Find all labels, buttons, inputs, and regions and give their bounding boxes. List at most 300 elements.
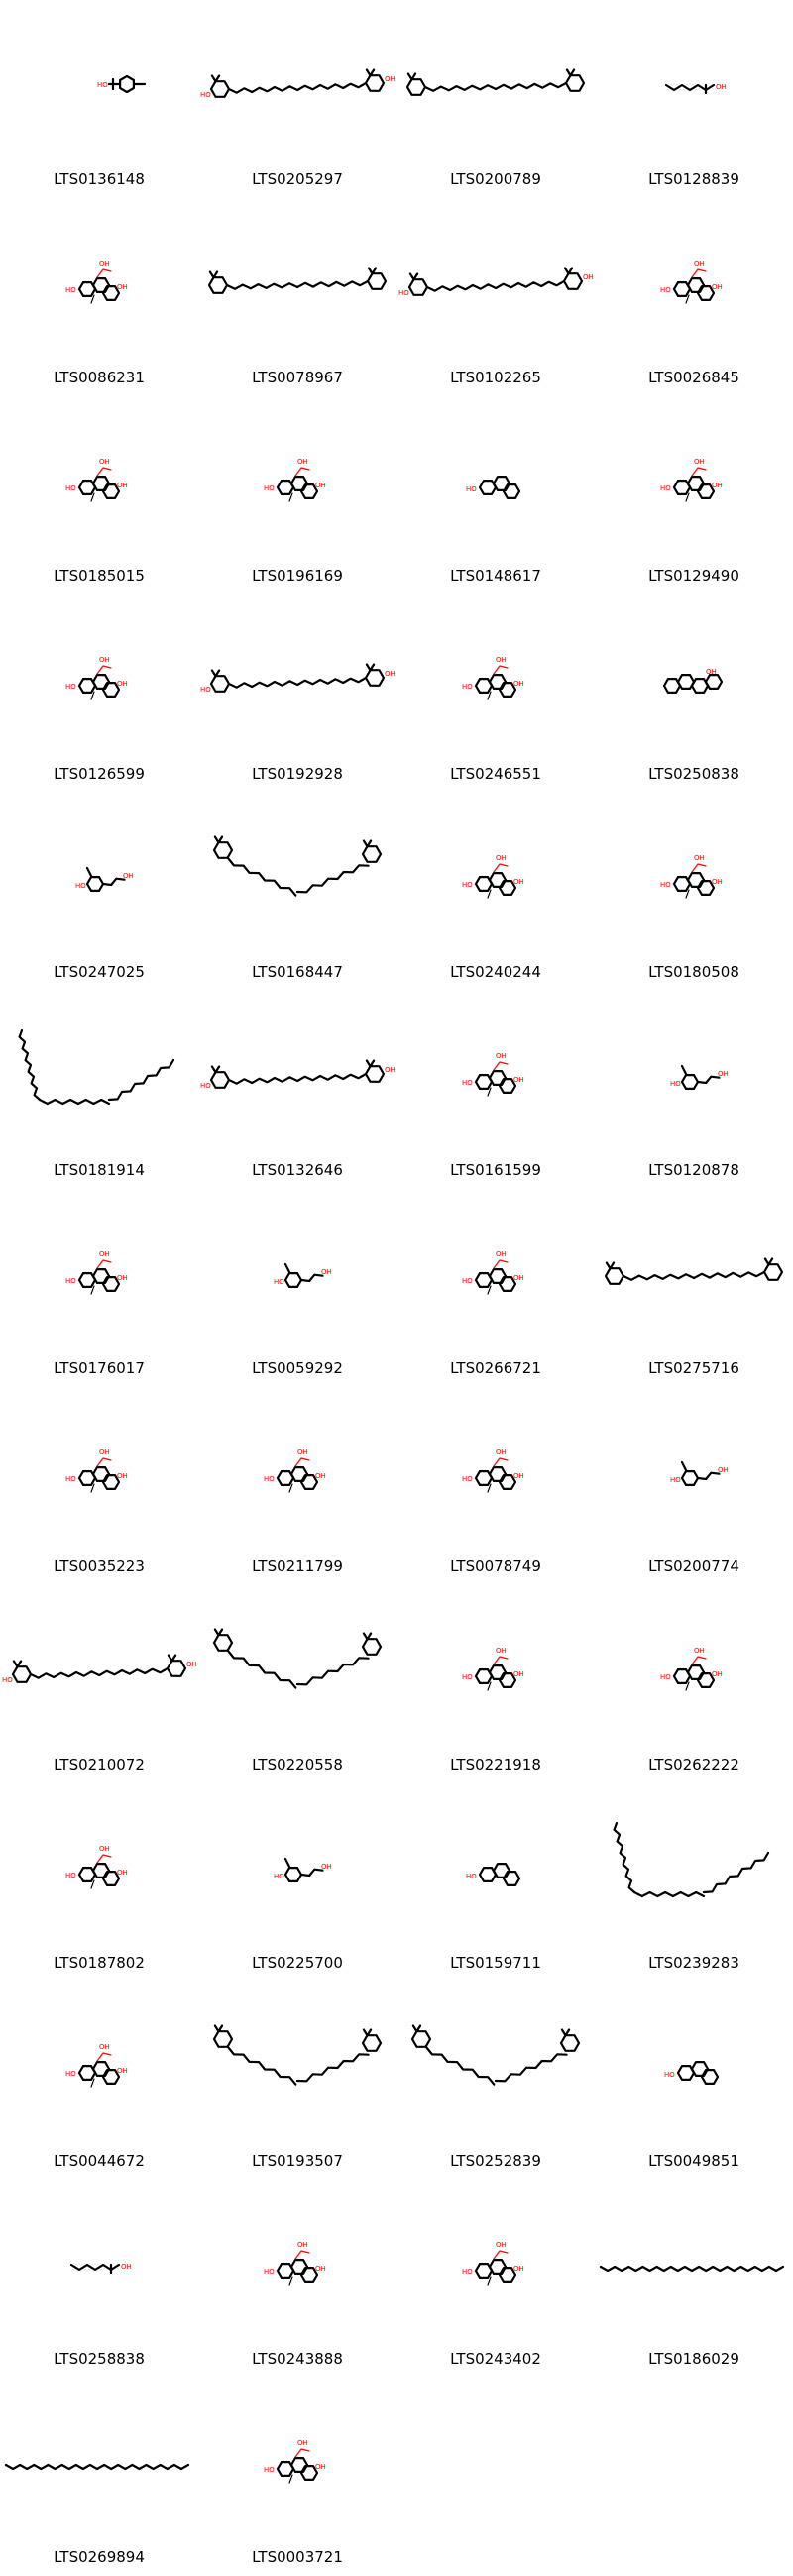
molecule-cell [396,594,595,793]
hydroxyl-label: HO [462,1277,473,1285]
hydroxyl-label: OH [99,656,110,664]
molecule-cell [396,0,595,198]
molecule-cell [595,0,793,198]
hydroxyl-label: OH [117,1869,128,1877]
hydroxyl-label: HO [264,2466,275,2474]
molecule-id-label: LTS0136148 [54,170,145,188]
molecule-structure [595,1783,793,1952]
molecule-id-label: LTS0161599 [450,1161,541,1179]
epoxide-bond [494,864,508,872]
ring-bond [504,484,519,498]
chain-bond [301,1870,323,1876]
molecule-cell [0,1585,198,1783]
molecule-cell [595,1982,793,2180]
ring-bond [688,477,704,490]
ring-bond [490,1467,506,1481]
hydroxyl-label: OH [694,260,705,268]
polyene-chain [425,83,566,91]
hydroxyl-label: OH [321,1268,332,1276]
hydroxyl-label: OH [513,878,524,886]
hydroxyl-label: HO [670,1080,681,1088]
molecule-cell [595,793,793,991]
ring-bond [692,2062,708,2076]
molecule-cell [595,2180,793,2378]
ring-bond [366,75,384,91]
hydroxyl-label: OH [496,854,507,862]
molecule-cell [198,1585,396,1783]
molecule-cell [0,1783,198,1982]
hydroxyl-label: HO [274,1873,284,1880]
molecule-structure [595,1982,793,2150]
alkyl-chain [6,2465,188,2469]
ring-bond [93,278,109,292]
molecule-cell [198,0,396,198]
molecule-cell [198,1783,396,1982]
molecule-cell [396,793,595,991]
hydroxyl-label: OH [694,854,705,862]
molecule-structure [595,1387,793,1556]
molecule-structure [0,0,198,168]
ring-bond [363,2035,381,2051]
hydroxyl-label: OH [385,1066,396,1074]
polyene-chain [496,2054,567,2081]
hydroxyl-label: OH [385,75,396,83]
hydroxyl-label: HO [65,484,76,492]
methyl-bond [682,1066,686,1074]
epoxide-bond [97,468,111,476]
ring-bond [706,675,722,689]
methyl-bond [285,1859,289,1867]
hydroxyl-label: OH [712,878,723,886]
molecule-id-label: LTS0003721 [252,2548,343,2566]
hydroxyl-label: OH [496,1647,507,1655]
ring-bond [93,477,109,490]
hydroxyl-label: OH [718,1466,729,1474]
molecule-structure [0,1783,198,1952]
hydroxyl-label: HO [660,1673,671,1681]
hydroxyl-label: HO [462,1079,473,1087]
hydroxyl-label: OH [496,1052,507,1060]
hydroxyl-label: HO [65,2070,76,2078]
ring-bond [366,670,384,686]
ring-bond [409,279,427,295]
hydroxyl-label: HO [660,484,671,492]
ring-bond [13,1666,31,1682]
hydroxyl-label: OH [513,1472,524,1480]
hydroxyl-label: OH [99,1250,110,1258]
ring-bond [407,79,425,95]
polyene-chain [297,865,369,892]
hydroxyl-label: HO [65,1475,76,1483]
ring-bond [168,1661,185,1676]
hydroxyl-label: HO [462,1673,473,1681]
ring-bond [291,477,307,490]
molecule-structure [396,1783,595,1952]
polyene-chain [229,678,366,688]
ring-bond [764,1264,782,1280]
molecule-structure [198,198,396,367]
molecule-structure [0,991,198,1159]
hydroxyl-label: HO [65,1277,76,1285]
hydroxyl-label: HO [65,286,76,294]
molecule-cell [396,1982,595,2180]
molecule-structure [595,0,793,168]
molecule-cell [595,198,793,396]
epoxide-bond [97,1260,111,1268]
molecule-id-label: LTS0180508 [648,963,739,981]
epoxide-bond [97,269,111,277]
molecule-cell [396,1783,595,1982]
hydroxyl-label: HO [65,1872,76,1879]
molecule-structure [198,2378,396,2546]
polyene-chain [623,1272,764,1280]
hydroxyl-label: OH [694,1647,705,1655]
molecule-cell [0,1387,198,1585]
ring-bond [504,1872,519,1885]
hydroxyl-label: OH [186,1661,197,1668]
molecule-id-label: LTS0078967 [252,369,343,386]
epoxide-bond [295,2449,309,2457]
molecule-cell [396,396,595,594]
molecule-cell [198,1189,396,1387]
hydroxyl-label: OH [117,680,128,688]
molecule-structure [595,793,793,961]
alkyl-chain [634,1892,704,1896]
hydroxyl-label: HO [462,881,473,889]
molecule-id-label: LTS0240244 [450,963,541,981]
molecule-id-label: LTS0026845 [648,369,739,386]
molecule-structure [396,1387,595,1556]
molecule-structure [396,2180,595,2348]
hydroxyl-label: HO [97,81,108,89]
molecule-cell [0,793,198,991]
molecule-structure [0,1387,198,1556]
hydroxyl-label: OH [706,668,717,676]
ring-bond [688,278,704,292]
epoxide-bond [97,1458,111,1466]
polyene-chain [227,281,368,289]
molecule-structure [396,396,595,565]
molecule-id-label: LTS0247025 [54,963,145,981]
hydroxyl-label: OH [716,83,727,91]
molecule-cell [0,991,198,1189]
chain-bond [698,1077,720,1083]
molecule-structure [0,1585,198,1754]
hydroxyl-label: OH [99,260,110,268]
ring-bond [291,2458,307,2472]
epoxide-bond [295,2251,309,2259]
ring-bond [490,873,506,887]
molecule-id-label: LTS0035223 [54,1557,145,1575]
hydroxyl-label: OH [712,1670,723,1678]
ring-bond [87,877,103,891]
chain-bond [301,1275,323,1281]
ring-bond [682,1471,698,1485]
ring-bond [93,1269,109,1283]
molecule-cell [0,594,198,793]
molecule-cell [198,396,396,594]
molecule-id-label: LTS0221918 [450,1756,541,1773]
molecule-cell [198,793,396,991]
molecule-cell [396,198,595,396]
hydroxyl-label: OH [712,482,723,489]
epoxide-bond [692,1657,706,1664]
polyene-chain [228,858,295,896]
ring-bond [490,675,506,689]
polyene-chain [31,1668,168,1678]
molecule-cell [396,1585,595,1783]
molecule-id-label: LTS0129490 [648,567,739,585]
molecule-structure [198,2180,396,2348]
ring-bond [363,1639,381,1655]
molecule-structure [396,0,595,168]
epoxide-bond [494,1657,508,1664]
hydroxyl-label: OH [496,1449,507,1456]
molecule-structure [595,198,793,367]
hydroxyl-label: OH [117,482,128,489]
polyene-chain [228,1651,295,1688]
molecule-id-label: LTS0200774 [648,1557,739,1575]
molecule-id-label: LTS0200789 [450,170,541,188]
molecule-id-label: LTS0252839 [450,2152,541,2170]
hydroxyl-label: OH [513,1076,524,1084]
ring-bond [93,1467,109,1481]
ring-bond [490,1665,506,1679]
methyl-bond [285,1264,289,1272]
ring-bond [211,81,229,97]
ring-bond [561,2035,579,2051]
molecule-structure [198,396,396,565]
alkyl-chain [615,1823,634,1892]
ring-bond [285,1868,301,1881]
alkyl-chain [20,1030,40,1100]
hydroxyl-label: OH [117,2067,128,2075]
molecule-id-label: LTS0239283 [648,1954,739,1972]
ring-bond [606,1268,623,1284]
hydroxyl-label: OH [297,2241,308,2249]
ring-bond [566,75,584,91]
molecule-structure [0,2378,198,2546]
molecule-structure [198,1387,396,1556]
hydroxyl-label: HO [466,1873,477,1880]
epoxide-bond [692,864,706,872]
hydroxyl-label: HO [398,289,409,297]
ring-bond [688,873,704,887]
ring-bond [564,273,582,289]
hydroxyl-label: OH [496,2241,507,2249]
hydroxyl-label: OH [583,273,594,281]
molecule-id-label: LTS0243402 [450,2350,541,2368]
molecule-cell [0,0,198,198]
polyene-chain [297,2054,369,2081]
ring-bond [490,1071,506,1085]
molecule-id-label: LTS0186029 [648,2350,739,2368]
alkyl-chain [601,2267,783,2271]
ring-bond [93,1864,109,1878]
molecule-structure [595,594,793,763]
molecule-cell [595,1783,793,1982]
molecule-id-label: LTS0210072 [54,1756,145,1773]
chain-bond [698,1473,720,1479]
polyene-chain [228,2047,295,2085]
molecule-cell [198,1982,396,2180]
epoxide-bond [97,2053,111,2061]
molecule-structure [0,198,198,367]
molecule-structure [0,1189,198,1357]
ring-bond [291,2260,307,2274]
molecule-structure [198,991,396,1159]
molecule-id-label: LTS0275716 [648,1359,739,1377]
molecule-structure [396,198,595,367]
polyene-chain [229,1074,366,1084]
ring-bond [702,2070,718,2084]
molecule-structure [0,2180,198,2348]
hydroxyl-label: OH [496,656,507,664]
ring-bond [209,277,227,293]
epoxide-bond [494,666,508,674]
molecule-cell [0,1189,198,1387]
hydroxyl-label: HO [660,881,671,889]
hydroxyl-label: OH [99,1449,110,1456]
molecule-id-label: LTS0185015 [54,567,145,585]
molecule-id-label: LTS0168447 [252,963,343,981]
hydroxyl-label: HO [200,91,211,99]
epoxide-bond [295,468,309,476]
molecule-id-label: LTS0187802 [54,1954,145,1972]
chain-bond [103,879,125,885]
molecule-id-label: LTS0086231 [54,369,145,386]
hydroxyl-label: OH [121,2263,132,2271]
molecule-cell [198,2378,396,2576]
hydroxyl-label: OH [117,283,128,291]
hydroxyl-label: HO [466,485,477,493]
molecule-structure [595,396,793,565]
molecule-cell [595,1189,793,1387]
ring-bond [494,477,510,490]
molecule-id-label: LTS0269894 [54,2548,145,2566]
molecule-structure [595,991,793,1159]
hydroxyl-label: HO [670,1476,681,1484]
molecule-structure [198,1783,396,1952]
molecule-id-label: LTS0059292 [252,1359,343,1377]
hydroxyl-label: HO [200,1082,211,1090]
molecule-structure [198,1982,396,2150]
ring-bond [214,2031,232,2047]
molecule-structure [198,1189,396,1357]
hydroxyl-label: HO [264,1475,275,1483]
molecule-id-label: LTS0049851 [648,2152,739,2170]
hydroxyl-label: OH [297,2439,308,2447]
molecule-id-label: LTS0128839 [648,170,739,188]
molecule-id-label: LTS0205297 [252,170,343,188]
molecule-id-label: LTS0132646 [252,1161,343,1179]
molecule-id-label: LTS0258838 [54,2350,145,2368]
hydroxyl-label: HO [75,882,86,890]
ring-bond [366,1066,384,1082]
molecule-structure [198,594,396,763]
molecule-structure [595,1585,793,1754]
molecule-structure [396,1585,595,1754]
molecule-cell [396,2180,595,2378]
molecule-cell [595,991,793,1189]
methyl-bond [682,1462,686,1470]
ring-bond [120,76,134,92]
molecule-structure [198,1585,396,1754]
polyene-chain [229,83,366,93]
molecule-cell [0,198,198,396]
ring-bond [688,1665,704,1679]
epoxide-bond [494,1458,508,1466]
ring-bond [363,846,381,862]
hydroxyl-label: HO [264,484,275,492]
hydroxyl-label: OH [385,670,396,678]
hydroxyl-label: HO [660,286,671,294]
hydroxyl-label: HO [274,1278,284,1286]
molecule-structure [198,793,396,961]
molecule-cell [198,991,396,1189]
molecule-cell [198,2180,396,2378]
alkyl-chain [704,1853,768,1892]
molecule-id-label: LTS0126599 [54,765,145,783]
molecule-id-label: LTS0243888 [252,2350,343,2368]
molecule-cell [396,1189,595,1387]
molecule-structure [595,1189,793,1357]
hydroxyl-label: OH [315,1472,326,1480]
molecule-structure [396,991,595,1159]
molecule-structure [0,793,198,961]
polyene-chain [427,281,564,291]
molecule-structure [198,0,396,168]
molecule-id-label: LTS0148617 [450,567,541,585]
molecule-cell [198,198,396,396]
epoxide-bond [97,1855,111,1863]
molecule-id-label: LTS0220558 [252,1756,343,1773]
molecule-id-label: LTS0192928 [252,765,343,783]
alkyl-chain [109,1060,173,1100]
molecule-structure [396,1189,595,1357]
epoxide-bond [97,666,111,674]
epoxide-bond [494,1062,508,1070]
hydroxyl-label: HO [664,2071,675,2079]
molecule-id-label: LTS0266721 [450,1359,541,1377]
molecule-id-label: LTS0196169 [252,567,343,585]
hydroxyl-label: HO [200,686,211,694]
ring-bond [214,1635,232,1651]
hydroxyl-label: OH [315,2265,326,2273]
molecule-id-label: LTS0044672 [54,2152,145,2170]
molecule-id-label: LTS0250838 [648,765,739,783]
hydroxyl-label: OH [117,1274,128,1282]
ring-bond [682,1075,698,1089]
hydroxyl-label: OH [99,458,110,466]
ring-bond [368,273,386,289]
molecule-cell [0,396,198,594]
molecule-cell [595,1387,793,1585]
molecule-structure [595,2180,793,2348]
molecule-id-label: LTS0246551 [450,765,541,783]
molecule-cell [0,2378,198,2576]
molecule-structure [0,594,198,763]
ring-bond [211,1072,229,1088]
epoxide-bond [692,269,706,277]
hydroxyl-label: OH [99,1845,110,1853]
ring-bond [291,1467,307,1481]
molecule-id-label: LTS0211799 [252,1557,343,1575]
epoxide-bond [494,1260,508,1268]
epoxide-bond [692,468,706,476]
molecule-cell [595,594,793,793]
hydroxyl-label: OH [513,680,524,688]
